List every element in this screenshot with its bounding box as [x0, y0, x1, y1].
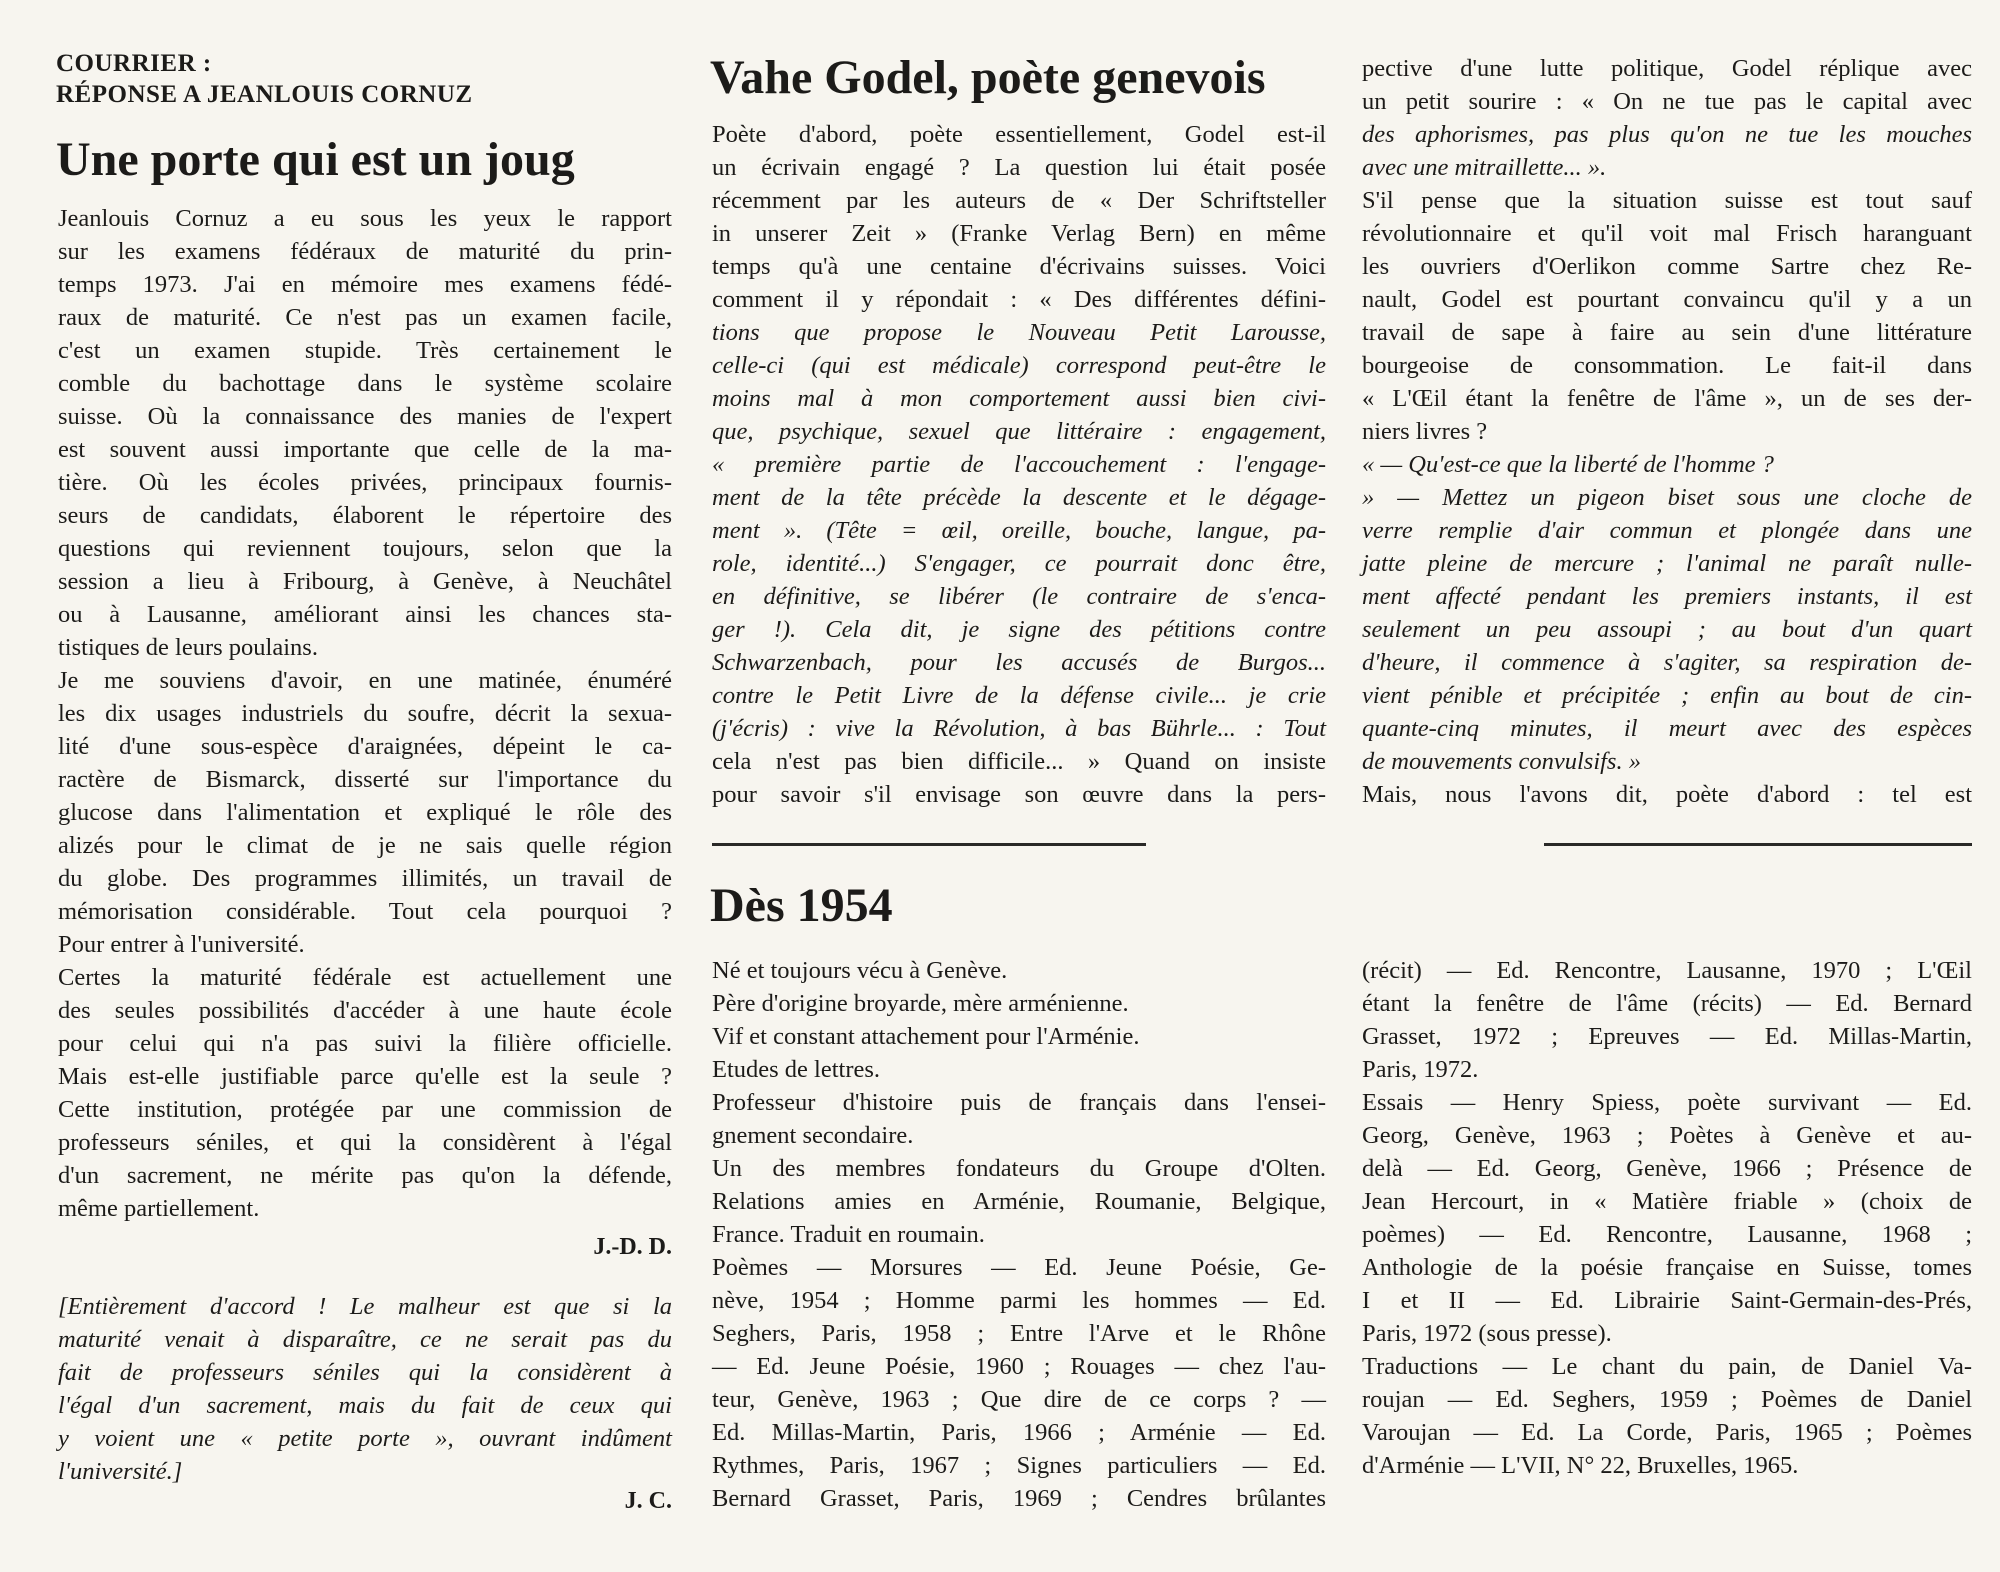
text-line: pour celui qui n'a pas suivi la filière officielle.: [58, 1030, 672, 1057]
text-line: raux de maturité. Ce n'est pas un examen facile,: [58, 304, 672, 331]
text-line: Traductions — Le chant du pain, de Daniel Va-: [1362, 1353, 1972, 1380]
text-line: l'université.]: [58, 1458, 183, 1485]
text-line: Un des membres fondateurs du Groupe d'Olten.: [712, 1155, 1326, 1182]
text-line: seulement un peu assoupi ; au bout d'un quart: [1362, 616, 1972, 643]
text-line: Je me souviens d'avoir, en une matinée, énuméré: [58, 667, 672, 694]
courrier-body: [58, 202, 672, 1225]
bio-col2: [1362, 954, 1972, 1482]
kicker-line: COURRIER :: [56, 50, 212, 77]
text-line: (j'écris) : vive la Révolution, à bas Bührle... : Tout: [712, 715, 1326, 742]
text-line: roujan — Ed. Seghers, 1959 ; Poèmes de Daniel: [1362, 1386, 1972, 1413]
text-line: niers livres ?: [1362, 418, 1488, 445]
text-line: Anthologie de la poésie française en Suisse, tomes: [1362, 1254, 1972, 1281]
text-line: est souvent aussi importante que celle de la ma-: [58, 436, 672, 463]
text-line: nault, Godel est pourtant convaincu qu'il y a un: [1362, 286, 1972, 313]
text-line: Mais est-elle justifiable parce qu'elle est la seule ?: [58, 1063, 672, 1090]
courrier-title: Une porte qui est un joug: [56, 133, 575, 186]
text-line: Jeanlouis Cornuz a eu sous les yeux le rapport: [58, 205, 672, 232]
godel-title: Vahe Godel, poète genevois: [710, 51, 1266, 104]
text-line: comment il y répondait : « Des différentes défini-: [712, 286, 1326, 313]
text-line: suisse. Où la connaissance des manies de l'expert: [58, 403, 672, 430]
text-line: Schwarzenbach, pour les accusés de Burgos...: [712, 649, 1326, 676]
text-line: Seghers, Paris, 1958 ; Entre l'Arve et le Rhône: [712, 1320, 1326, 1347]
text-line: l'égal d'un sacrement, mais du fait de ceux qui: [58, 1392, 672, 1419]
text-line: Pour entrer à l'université.: [58, 931, 305, 958]
text-line: delà — Ed. Georg, Genève, 1966 ; Présence de: [1362, 1155, 1972, 1182]
text-line: ou à Lausanne, améliorant ainsi les chances sta-: [58, 601, 672, 628]
text-line: même partiellement.: [58, 1195, 260, 1222]
text-line: Georg, Genève, 1963 ; Poètes à Genève et au-: [1362, 1122, 1972, 1149]
text-line: nève, 1954 ; Homme parmi les hommes — Ed.: [712, 1287, 1326, 1314]
text-line: tistiques de leurs poulains.: [58, 634, 318, 661]
text-line: des aphorismes, pas plus qu'on ne tue les mouches: [1362, 121, 1972, 148]
text-line: Certes la maturité fédérale est actuellement une: [58, 964, 672, 991]
text-line: teur, Genève, 1963 ; Que dire de ce corps ? —: [712, 1386, 1326, 1413]
text-line: ment affecté pendant les premiers instants, il est: [1362, 583, 1972, 610]
text-line: maturité venait à disparaître, ce ne serait pas du: [58, 1326, 672, 1353]
text-line: tions que propose le Nouveau Petit Larousse,: [712, 319, 1326, 346]
text-line: Bernard Grasset, Paris, 1969 ; Cendres brûlantes: [712, 1485, 1326, 1512]
text-line: ment ». (Tête = œil, oreille, bouche, langue, pa-: [712, 517, 1326, 544]
text-line: ractère de Bismarck, disserté sur l'importance du: [58, 766, 672, 793]
text-line: Grasset, 1972 ; Epreuves — Ed. Millas-Martin,: [1362, 1023, 1972, 1050]
text-line: Jean Hercourt, in « Matière friable » (choix de: [1362, 1188, 1972, 1215]
text-line: poèmes) — Ed. Rencontre, Lausanne, 1968 ;: [1362, 1221, 1972, 1248]
text-line: Père d'origine broyarde, mère arménienne.: [712, 990, 1129, 1017]
text-line: session a lieu à Fribourg, à Genève, à Neuchâtel: [58, 568, 672, 595]
text-line: professeurs séniles, et qui la considèrent à l'égal: [58, 1129, 672, 1156]
bio-col1: [712, 954, 1326, 1515]
text-line: pour savoir s'il envisage son œuvre dans la pers-: [712, 781, 1326, 808]
text-line: y voient une « petite porte », ouvrant indûment: [58, 1425, 672, 1452]
text-line: » — Mettez un pigeon biset sous une cloche de: [1362, 484, 1972, 511]
text-line: Essais — Henry Spiess, poète survivant — Ed.: [1362, 1089, 1972, 1116]
text-line: avec une mitraillette... ».: [1362, 154, 1607, 181]
text-line: Ed. Millas-Martin, Paris, 1966 ; Arménie — Ed.: [712, 1419, 1326, 1446]
text-line: « L'Œil étant la fenêtre de l'âme », un de ses der-: [1362, 385, 1972, 412]
text-line: vient pénible et précipitée ; enfin au bout de cin-: [1362, 682, 1972, 709]
text-line: Cette institution, protégée par une commission de: [58, 1096, 672, 1123]
text-line: celle-ci (qui est médicale) correspond peut-être le: [712, 352, 1326, 379]
text-line: « première partie de l'accouchement : l'engage-: [712, 451, 1326, 478]
text-line: Poèmes — Morsures — Ed. Jeune Poésie, Ge-: [712, 1254, 1326, 1281]
kicker-line: RÉPONSE A JEANLOUIS CORNUZ: [56, 81, 473, 108]
text-line: Varoujan — Ed. La Corde, Paris, 1965 ; Poèmes: [1362, 1419, 1972, 1446]
text-line: c'est un examen stupide. Très certainement le: [58, 337, 672, 364]
text-line: « — Qu'est-ce que la liberté de l'homme ?: [1362, 451, 1774, 478]
godel-col1: [712, 118, 1326, 811]
courrier-signature: J.-D. D.: [593, 1234, 672, 1260]
des1954-title: Dès 1954: [710, 879, 893, 932]
reply-signature: J. C.: [624, 1488, 672, 1514]
text-line: — Ed. Jeune Poésie, 1960 ; Rouages — chez l'au-: [712, 1353, 1326, 1380]
courrier-kicker: [56, 48, 616, 110]
text-line: ger !). Cela dit, je signe des pétitions contre: [712, 616, 1326, 643]
text-line: temps qu'à une centaine d'écrivains suisses. Voici: [712, 253, 1326, 280]
text-line: travail de sape à faire au sein d'une littérature: [1362, 319, 1972, 346]
text-line: des seules possibilités d'accéder à une haute école: [58, 997, 672, 1024]
text-line: [Entièrement d'accord ! Le malheur est que si la: [58, 1293, 672, 1320]
text-line: récemment par les auteurs de « Der Schriftsteller: [712, 187, 1326, 214]
text-line: Professeur d'histoire puis de français dans l'ensei-: [712, 1089, 1326, 1116]
text-line: que, psychique, sexuel que littéraire : engagement,: [712, 418, 1326, 445]
editor-reply: [58, 1290, 672, 1488]
text-line: France. Traduit en roumain.: [712, 1221, 985, 1248]
text-line: Mais, nous l'avons dit, poète d'abord : tel est: [1362, 781, 1972, 808]
text-line: d'Arménie — L'VII, N° 22, Bruxelles, 1965.: [1362, 1452, 1799, 1479]
text-line: temps 1973. J'ai en mémoire mes examens fédé-: [58, 271, 672, 298]
text-line: I et II — Ed. Librairie Saint-Germain-des-Prés,: [1362, 1287, 1972, 1314]
text-line: Paris, 1972 (sous presse).: [1362, 1320, 1612, 1347]
text-line: d'heure, il commence à s'agiter, sa respiration de-: [1362, 649, 1972, 676]
text-line: Poète d'abord, poète essentiellement, Godel est-il: [712, 121, 1326, 148]
text-line: seurs de candidats, élaborent le répertoire des: [58, 502, 672, 529]
text-line: mémorisation considérable. Tout cela pourquoi ?: [58, 898, 672, 925]
text-line: moins mal à mon comportement aussi bien civi-: [712, 385, 1326, 412]
text-line: Paris, 1972.: [1362, 1056, 1479, 1083]
text-line: jatte pleine de mercure ; l'animal ne paraît nulle-: [1362, 550, 1972, 577]
text-line: les dix usages industriels du soufre, décrit la sexua-: [58, 700, 672, 727]
text-line: fait de professeurs séniles qui la considèrent à: [58, 1359, 672, 1386]
text-line: verre remplie d'air commun et plongée dans une: [1362, 517, 1972, 544]
text-line: contre le Petit Livre de la défense civile... je crie: [712, 682, 1326, 709]
text-line: Rythmes, Paris, 1967 ; Signes particuliers — Ed.: [712, 1452, 1326, 1479]
text-line: lité d'une sous-espèce d'araignées, dépeint le ca-: [58, 733, 672, 760]
text-line: Etudes de lettres.: [712, 1056, 881, 1083]
text-line: comble du bachottage dans le système scolaire: [58, 370, 672, 397]
text-line: bourgeoise de consommation. Le fait-il dans: [1362, 352, 1972, 379]
text-line: les ouvriers d'Oerlikon comme Sartre chez Re-: [1362, 253, 1972, 280]
text-line: en définitive, se libérer (le contraire de s'enca-: [712, 583, 1326, 610]
section-rule: [712, 843, 1146, 846]
text-line: un écrivain engagé ? La question lui était posée: [712, 154, 1326, 181]
text-line: de mouvements convulsifs. »: [1362, 748, 1641, 775]
godel-col2: [1362, 52, 1972, 811]
text-line: glucose dans l'alimentation et expliqué le rôle des: [58, 799, 672, 826]
text-line: étant la fenêtre de l'âme (récits) — Ed. Bernard: [1362, 990, 1972, 1017]
text-line: S'il pense que la situation suisse est tout sauf: [1362, 187, 1972, 214]
text-line: questions qui reviennent toujours, selon que la: [58, 535, 672, 562]
text-line: du globe. Des programmes illimités, un travail de: [58, 865, 672, 892]
text-line: (récit) — Ed. Rencontre, Lausanne, 1970 ; L'Œil: [1362, 957, 1972, 984]
text-line: quante-cinq minutes, il meurt avec des espèces: [1362, 715, 1972, 742]
text-line: ment de la tête précède la descente et le dégage-: [712, 484, 1326, 511]
text-line: gnement secondaire.: [712, 1122, 914, 1149]
text-line: un petit sourire : « On ne tue pas le capital avec: [1362, 88, 1972, 115]
text-line: sur les examens fédéraux de maturité du prin-: [58, 238, 672, 265]
text-line: Relations amies en Arménie, Roumanie, Belgique,: [712, 1188, 1326, 1215]
text-line: pective d'une lutte politique, Godel réplique avec: [1362, 55, 1972, 82]
text-line: alizés pour le climat de je ne sais quelle région: [58, 832, 672, 859]
text-line: Né et toujours vécu à Genève.: [712, 957, 1008, 984]
text-line: role, identité...) S'engager, ce pourrait donc être,: [712, 550, 1326, 577]
section-rule: [1544, 843, 1972, 846]
text-line: cela n'est pas bien difficile... » Quand on insiste: [712, 748, 1326, 775]
text-line: Vif et constant attachement pour l'Arménie.: [712, 1023, 1140, 1050]
text-line: tière. Où les écoles privées, principaux fournis-: [58, 469, 672, 496]
text-line: révolutionnaire et qu'il voit mal Frisch haranguant: [1362, 220, 1972, 247]
text-line: d'un sacrement, ne mérite pas qu'on la défende,: [58, 1162, 672, 1189]
text-line: in unserer Zeit » (Franke Verlag Bern) en même: [712, 220, 1326, 247]
